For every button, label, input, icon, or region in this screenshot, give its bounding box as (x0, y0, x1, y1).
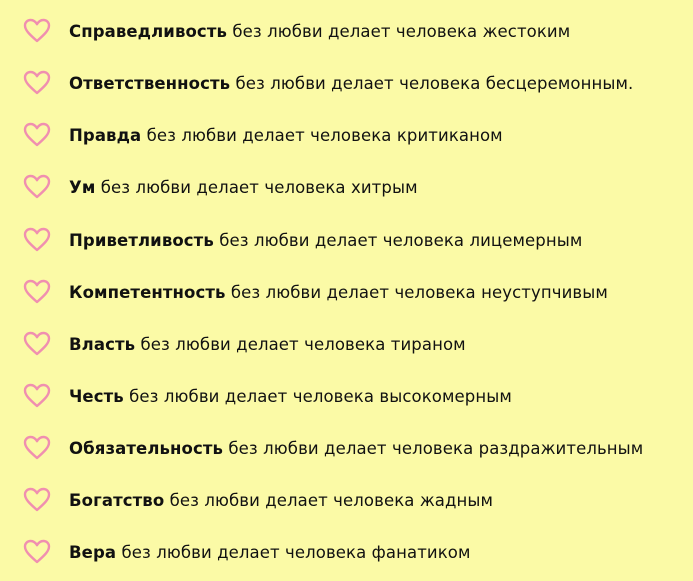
heart-icon (23, 122, 51, 148)
quote-rest: без любви делает человека хитрым (95, 178, 418, 197)
quote-rest: без любви делает человека лицемерным (213, 231, 583, 250)
quote-text (69, 231, 582, 251)
quote-text (69, 439, 643, 459)
heart-icon (23, 18, 51, 44)
quote-keyword: Вера (69, 543, 117, 562)
quote-text (69, 543, 471, 563)
heart-icon (23, 539, 51, 565)
quote-keyword: Честь (69, 387, 124, 406)
list-item (0, 481, 693, 521)
list-item (0, 429, 693, 469)
quote-rest: без любви делает человека бесцеремонным. (230, 74, 634, 93)
quote-text (69, 126, 503, 146)
quote-rest: без любви делает человека фанатиком (116, 543, 471, 562)
quote-keyword: Правда (69, 126, 142, 145)
list-item (0, 377, 693, 417)
quote-text (69, 22, 570, 42)
quote-keyword: Обязательность (69, 439, 224, 458)
quote-text (69, 283, 608, 303)
quote-keyword: Власть (69, 335, 136, 354)
quote-keyword: Ответственность (69, 74, 231, 93)
heart-icon (23, 227, 51, 253)
quote-text (69, 387, 512, 407)
quote-rest: без любви делает человека тираном (135, 335, 466, 354)
list-item (0, 533, 693, 573)
quote-rest: без любви делает человека критиканом (141, 126, 503, 145)
quote-keyword: Справедливость (69, 22, 228, 41)
heart-icon (23, 70, 51, 96)
list-item (0, 12, 693, 52)
list-item (0, 221, 693, 261)
heart-icon (23, 487, 51, 513)
quote-rest: без любви делает человека неуступчивым (225, 283, 608, 302)
quote-rest: без любви делает человека жестоким (227, 22, 571, 41)
list-item (0, 116, 693, 156)
heart-icon (23, 383, 51, 409)
quote-keyword: Приветливость (69, 231, 214, 250)
list-item (0, 273, 693, 313)
list-item (0, 64, 693, 104)
quote-text (69, 335, 466, 355)
quote-keyword: Компетентность (69, 283, 226, 302)
quote-rest: без любви делает человека жадным (164, 491, 494, 510)
quote-text (69, 491, 493, 511)
quote-text (69, 74, 633, 94)
list-item (0, 325, 693, 365)
heart-icon (23, 331, 51, 357)
quote-keyword: Ум (69, 178, 96, 197)
heart-icon (23, 174, 51, 200)
quote-rest: без любви делает человека раздражительным (223, 439, 644, 458)
list-item (0, 168, 693, 208)
quote-text (69, 178, 418, 198)
quote-rest: без любви делает человека высокомерным (123, 387, 512, 406)
heart-icon (23, 435, 51, 461)
quote-keyword: Богатство (69, 491, 165, 510)
heart-icon (23, 279, 51, 305)
